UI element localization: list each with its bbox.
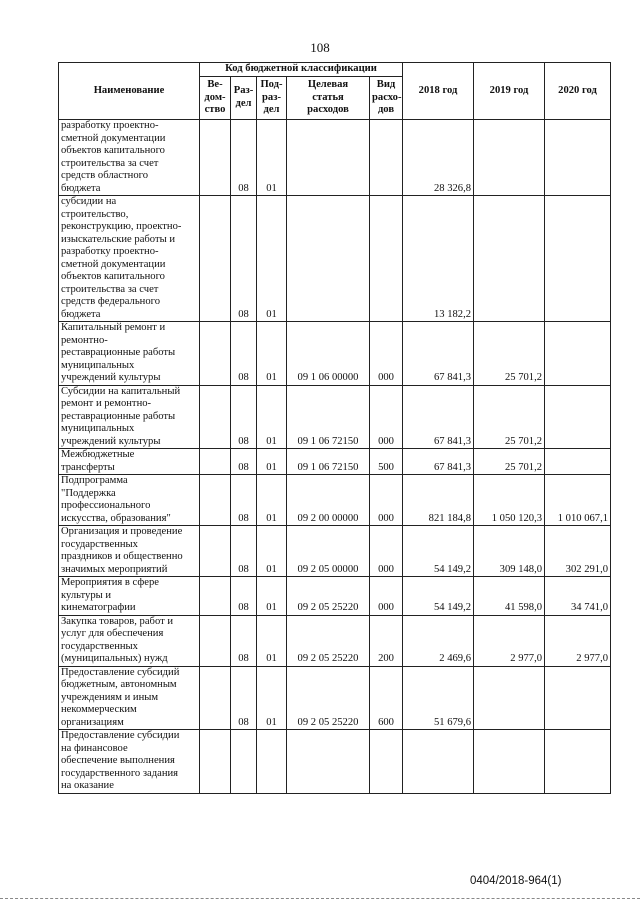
row-expense-type: [370, 120, 403, 196]
row-section: 08: [231, 196, 257, 322]
row-name: субсидии на строительство, реконструкцию, проектно- изыскательские работы и разработку проектно- сметной документации объектов капитального строительства за счет средств федерального бюджета: [59, 196, 200, 322]
row-section: 08: [231, 666, 257, 730]
scan-edge-line: [0, 898, 640, 899]
row-section: 08: [231, 526, 257, 577]
row-amount-2018: 67 841,3: [403, 385, 474, 449]
row-target: 09 1 06 00000: [287, 322, 370, 386]
row-section: 08: [231, 475, 257, 526]
budget-table: [58, 62, 611, 794]
header-2019: 2019 год: [474, 63, 545, 120]
page-number: 108: [310, 40, 330, 55]
row-amount-2020: 302 291,0: [545, 526, 611, 577]
row-subsection: 01: [257, 322, 287, 386]
row-expense-type: 000: [370, 475, 403, 526]
row-amount-2018: 67 841,3: [403, 322, 474, 386]
row-amount-2019: 2 977,0: [474, 615, 545, 666]
row-expense-type: 000: [370, 322, 403, 386]
row-department: [200, 322, 231, 386]
row-section: 08: [231, 322, 257, 386]
row-expense-type: 200: [370, 615, 403, 666]
row-name: Подпрограмма "Поддержка профессионального искусства, образования": [59, 475, 200, 526]
row-target: 09 2 05 25220: [287, 615, 370, 666]
row-amount-2019: 25 701,2: [474, 322, 545, 386]
row-target: 09 2 05 25220: [287, 666, 370, 730]
table-row: [59, 196, 611, 322]
row-amount-2018: 2 469,6: [403, 615, 474, 666]
row-subsection: 01: [257, 577, 287, 616]
row-amount-2019: 309 148,0: [474, 526, 545, 577]
row-expense-type: 000: [370, 385, 403, 449]
row-subsection: 01: [257, 666, 287, 730]
row-amount-2019: [474, 196, 545, 322]
header-name: Наименование: [59, 63, 200, 120]
row-subsection: 01: [257, 120, 287, 196]
row-name: Субсидии на капитальный ремонт и ремонтно- реставрационные работы муниципальных учреждений культуры: [59, 385, 200, 449]
row-subsection: 01: [257, 526, 287, 577]
row-section: [231, 730, 257, 794]
row-expense-type: 000: [370, 526, 403, 577]
row-target: [287, 120, 370, 196]
row-name: Закупка товаров, работ и услуг для обеспечения государственных (муниципальных) нужд: [59, 615, 200, 666]
table-row: [59, 385, 611, 449]
row-subsection: 01: [257, 475, 287, 526]
table-row: [59, 475, 611, 526]
document-code: 0404/2018-964(1): [470, 875, 562, 887]
row-expense-type: [370, 730, 403, 794]
row-name: Предоставление субсидии на финансовое обеспечение выполнения государственного задания на оказание: [59, 730, 200, 794]
row-name: Капитальный ремонт и ремонтно- реставрационные работы муниципальных учреждений культуры: [59, 322, 200, 386]
row-amount-2019: 25 701,2: [474, 449, 545, 475]
row-section: 08: [231, 615, 257, 666]
row-section: 08: [231, 120, 257, 196]
header-subsection: Под- раз- дел: [257, 77, 287, 120]
table-row: [59, 449, 611, 475]
row-section: 08: [231, 577, 257, 616]
row-section: 08: [231, 385, 257, 449]
row-amount-2018: 28 326,8: [403, 120, 474, 196]
row-name: Организация и проведение государственных праздников и общественно значимых мероприятий: [59, 526, 200, 577]
header-target: Целевая статья расходов: [287, 77, 370, 120]
row-department: [200, 730, 231, 794]
row-amount-2020: [545, 730, 611, 794]
row-amount-2020: [545, 449, 611, 475]
row-department: [200, 615, 231, 666]
row-department: [200, 475, 231, 526]
row-target: 09 2 00 00000: [287, 475, 370, 526]
table-row: [59, 666, 611, 730]
row-name: Межбюджетные трансферты: [59, 449, 200, 475]
row-expense-type: 000: [370, 577, 403, 616]
header-code-group: Код бюджетной классификации: [200, 63, 403, 77]
row-subsection: 01: [257, 196, 287, 322]
row-amount-2020: [545, 322, 611, 386]
row-subsection: 01: [257, 385, 287, 449]
row-name: разработку проектно- сметной документации объектов капитального строительства за счет средств областного бюджета: [59, 120, 200, 196]
row-amount-2019: 41 598,0: [474, 577, 545, 616]
row-department: [200, 577, 231, 616]
table-row: [59, 322, 611, 386]
row-amount-2020: [545, 666, 611, 730]
row-amount-2019: [474, 120, 545, 196]
row-amount-2019: [474, 666, 545, 730]
row-target: 09 1 06 72150: [287, 385, 370, 449]
row-department: [200, 449, 231, 475]
header-2020: 2020 год: [545, 63, 611, 120]
header-expense-type: Вид расхо- дов: [370, 77, 403, 120]
header-section: Раз- дел: [231, 77, 257, 120]
table-row: [59, 577, 611, 616]
row-amount-2018: 821 184,8: [403, 475, 474, 526]
row-target: 09 2 05 00000: [287, 526, 370, 577]
header-2018: 2018 год: [403, 63, 474, 120]
row-amount-2018: [403, 730, 474, 794]
row-amount-2018: 67 841,3: [403, 449, 474, 475]
row-amount-2020: [545, 120, 611, 196]
row-amount-2018: 13 182,2: [403, 196, 474, 322]
row-department: [200, 526, 231, 577]
budget-table-body: [59, 120, 611, 794]
row-subsection: [257, 730, 287, 794]
table-row: [59, 615, 611, 666]
row-expense-type: 600: [370, 666, 403, 730]
row-subsection: 01: [257, 615, 287, 666]
row-name: Мероприятия в сфере культуры и кинематографии: [59, 577, 200, 616]
row-amount-2018: 54 149,2: [403, 577, 474, 616]
row-department: [200, 385, 231, 449]
table-row: [59, 120, 611, 196]
row-expense-type: 500: [370, 449, 403, 475]
row-amount-2018: 54 149,2: [403, 526, 474, 577]
row-name: Предоставление субсидий бюджетным, автономным учреждениям и иным некоммерческим организациям: [59, 666, 200, 730]
row-amount-2019: 25 701,2: [474, 385, 545, 449]
header-department: Ве- дом- ство: [200, 77, 231, 120]
row-section: 08: [231, 449, 257, 475]
row-amount-2019: [474, 730, 545, 794]
row-amount-2020: 1 010 067,1: [545, 475, 611, 526]
row-amount-2018: 51 679,6: [403, 666, 474, 730]
row-department: [200, 120, 231, 196]
row-amount-2020: 34 741,0: [545, 577, 611, 616]
row-amount-2019: 1 050 120,3: [474, 475, 545, 526]
table-row: [59, 526, 611, 577]
row-department: [200, 196, 231, 322]
row-subsection: 01: [257, 449, 287, 475]
row-target: [287, 730, 370, 794]
row-target: 09 1 06 72150: [287, 449, 370, 475]
row-amount-2020: [545, 196, 611, 322]
row-amount-2020: 2 977,0: [545, 615, 611, 666]
row-expense-type: [370, 196, 403, 322]
row-department: [200, 666, 231, 730]
row-target: 09 2 05 25220: [287, 577, 370, 616]
row-target: [287, 196, 370, 322]
table-row: [59, 730, 611, 794]
row-amount-2020: [545, 385, 611, 449]
